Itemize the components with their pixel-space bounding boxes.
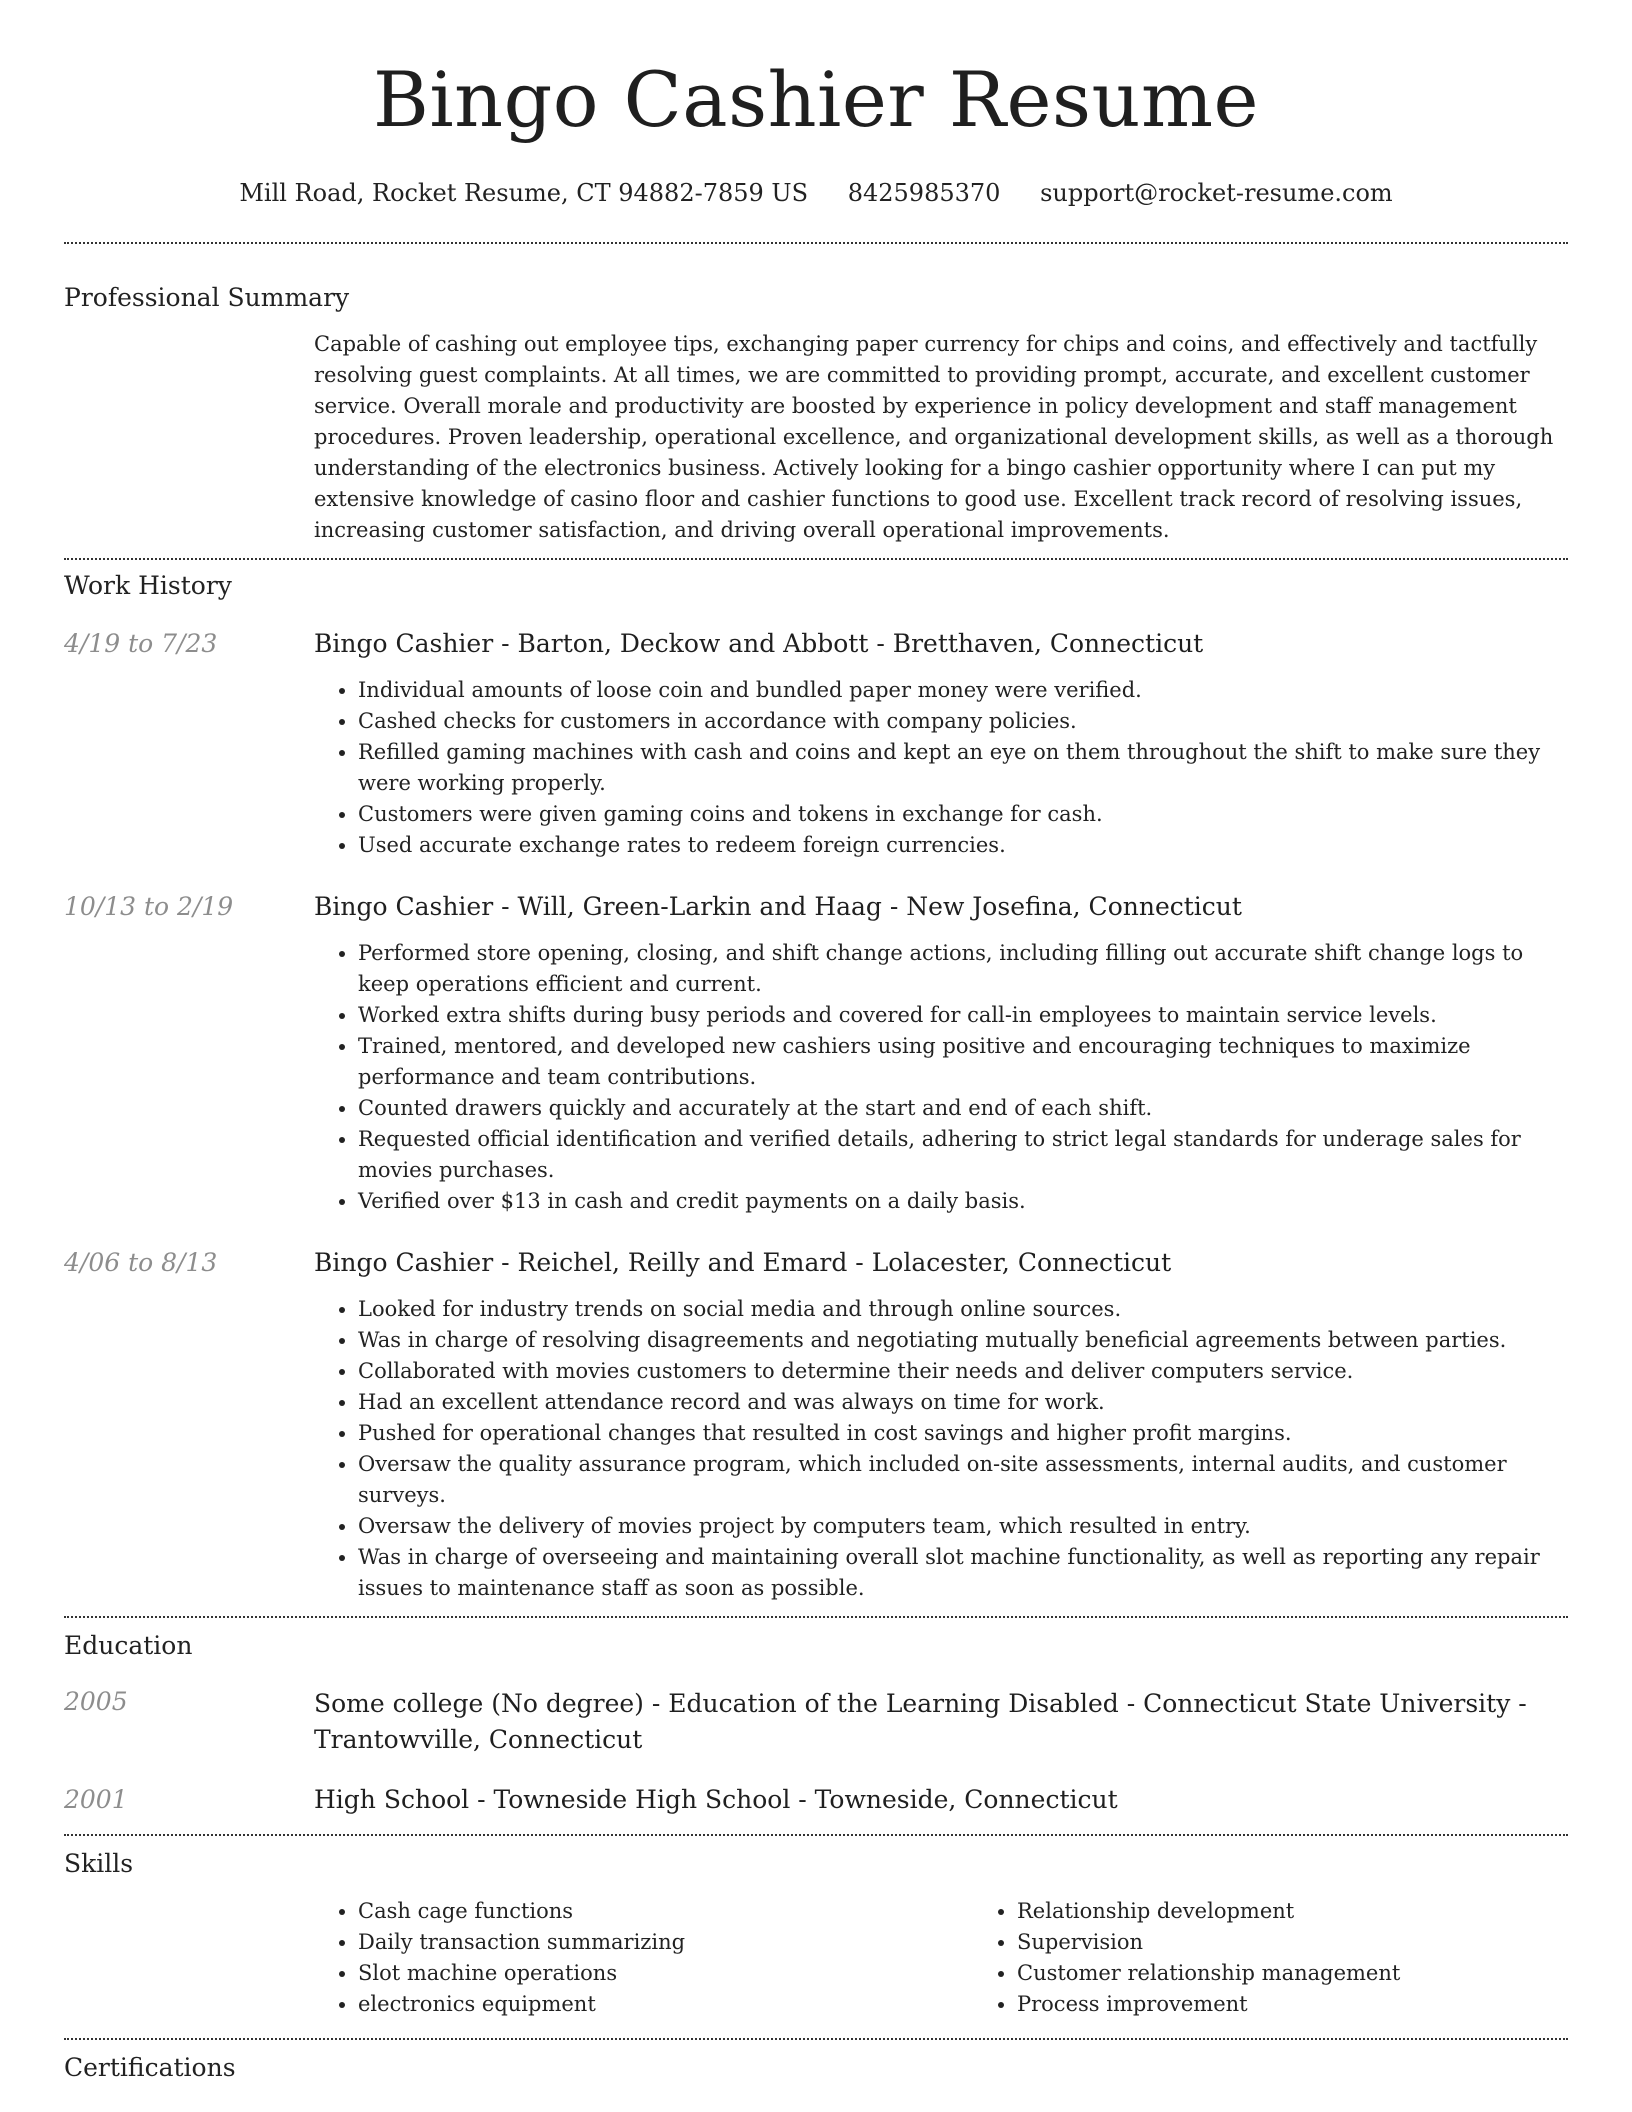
section-divider: [64, 2038, 1568, 2040]
education-year: 2001: [64, 1785, 128, 1814]
list-item: • Customers were given gaming coins and tokens in exchange for cash.: [358, 799, 1568, 830]
job-dates: 4/19 to 7/23: [64, 629, 218, 658]
contact-email: support@rocket-resume.com: [1040, 179, 1393, 207]
job-title: Bingo Cashier - Reichel, Reilly and Emard - Lolacester, Connecticut: [314, 1248, 1172, 1277]
job-entry: [64, 1247, 1568, 1604]
skill-item: • Relationship development: [1017, 1896, 1632, 1927]
section-divider: [64, 1616, 1568, 1618]
skill-item: • Cash cage functions: [358, 1896, 973, 1927]
job-entry: [64, 628, 1568, 861]
list-item: • Oversaw the delivery of movies project by computers team, which resulted in entry.: [358, 1511, 1568, 1542]
list-item: • Collaborated with movies customers to determine their needs and deliver computers service.: [358, 1356, 1568, 1387]
resume-title: Bingo Cashier Resume: [372, 55, 1260, 144]
section-title-skills: Skills: [64, 1849, 134, 1878]
list-item: • Had an excellent attendance record and was always on time for work.: [358, 1387, 1568, 1418]
skills-column-right: [973, 1896, 1632, 2020]
skill-item: • Customer relationship management: [1017, 1958, 1632, 1989]
list-item: • Performed store opening, closing, and shift change actions, including filling out accurate shift change logs to keep operations efficient and current.: [358, 938, 1568, 1000]
job-title: Bingo Cashier - Will, Green-Larkin and Haag - New Josefina, Connecticut: [314, 892, 1242, 921]
section-divider: [64, 1834, 1568, 1836]
list-item: • Cashed checks for customers in accordance with company policies.: [358, 706, 1568, 737]
list-item: • Individual amounts of loose coin and bundled paper money were verified.: [358, 675, 1568, 706]
education-text: High School - Towneside High School - Towneside, Connecticut: [314, 1785, 1118, 1814]
section-title-certifications: Certifications: [64, 2053, 236, 2082]
section-divider: [64, 558, 1568, 560]
job-dates: 4/06 to 8/13: [64, 1248, 218, 1277]
list-item: • Oversaw the quality assurance program, which included on-site assessments, internal audits, and customer surveys.: [358, 1449, 1568, 1511]
job-bullets: [314, 938, 1568, 1217]
summary-text: Capable of cashing out employee tips, exchanging paper currency for chips and coins, and effectively and tactfully resolving guest complaints. At all times, we are committed to providing prompt, accurate, and excellent customer service. Overall morale and productivity are boosted by experience in policy development and staff management procedures. Proven leadership, operational excellence, and organizational development skills, as well as a thorough understanding of the electronics business. Actively looking for a bingo cashier opportunity where I can put my extensive knowledge of casino floor and cashier functions to good use. Excellent track record of resolving issues, increasing customer satisfaction, and driving overall operational improvements.: [314, 332, 1554, 542]
list-item: • Pushed for operational changes that resulted in cost savings and higher profit margins.: [358, 1418, 1568, 1449]
list-item: • Was in charge of resolving disagreements and negotiating mutually beneficial agreements between parties.: [358, 1325, 1568, 1356]
list-item: • Looked for industry trends on social media and through online sources.: [358, 1294, 1568, 1325]
skills-column-left: [314, 1896, 973, 2020]
education-entry: [64, 1784, 1568, 1816]
education-text: Some college (No degree) - Education of the Learning Disabled - Connecticut State University - Trantowville, Connecticut: [314, 1689, 1527, 1754]
section-title-summary: Professional Summary: [64, 283, 350, 312]
skill-item: • Supervision: [1017, 1927, 1632, 1958]
education-year: 2005: [64, 1687, 128, 1716]
list-item: • Requested official identification and verified details, adhering to strict legal standards for underage sales for movies purchases.: [358, 1124, 1568, 1186]
contact-phone: 8425985370: [847, 179, 1001, 207]
job-title: Bingo Cashier - Barton, Deckow and Abbott - Bretthaven, Connecticut: [314, 629, 1204, 658]
list-item: • Verified over $13 in cash and credit payments on a daily basis.: [358, 1186, 1568, 1217]
contact-line: [64, 178, 1568, 208]
list-item: • Counted drawers quickly and accurately at the start and end of each shift.: [358, 1093, 1568, 1124]
skill-item: • Daily transaction summarizing: [358, 1927, 973, 1958]
section-title-education: Education: [64, 1631, 193, 1660]
list-item: • Trained, mentored, and developed new cashiers using positive and encouraging techniques to maximize performance and team contributions.: [358, 1031, 1568, 1093]
section-divider: [64, 242, 1568, 244]
job-entry: [64, 891, 1568, 1217]
job-bullets: [314, 1294, 1568, 1604]
job-bullets: [314, 675, 1568, 861]
skill-item: • electronics equipment: [358, 1989, 973, 2020]
list-item: • Used accurate exchange rates to redeem foreign currencies.: [358, 830, 1568, 861]
skill-item: • Process improvement: [1017, 1989, 1632, 2020]
list-item: • Was in charge of overseeing and maintaining overall slot machine functionality, as well as reporting any repair issues to maintenance staff as soon as possible.: [358, 1542, 1568, 1604]
section-title-work: Work History: [64, 571, 232, 600]
list-item: • Worked extra shifts during busy periods and covered for call-in employees to maintain service levels.: [358, 1000, 1568, 1031]
contact-address: Mill Road, Rocket Resume, CT 94882-7859 US: [239, 179, 809, 207]
resume-page: [64, 0, 1568, 2084]
education-entry: [64, 1686, 1568, 1758]
list-item: • Refilled gaming machines with cash and coins and kept an eye on them throughout the shift to make sure they were working properly.: [358, 737, 1568, 799]
skill-item: • Slot machine operations: [358, 1958, 973, 1989]
job-dates: 10/13 to 2/19: [64, 892, 234, 921]
skills-list: [314, 1896, 1632, 2020]
